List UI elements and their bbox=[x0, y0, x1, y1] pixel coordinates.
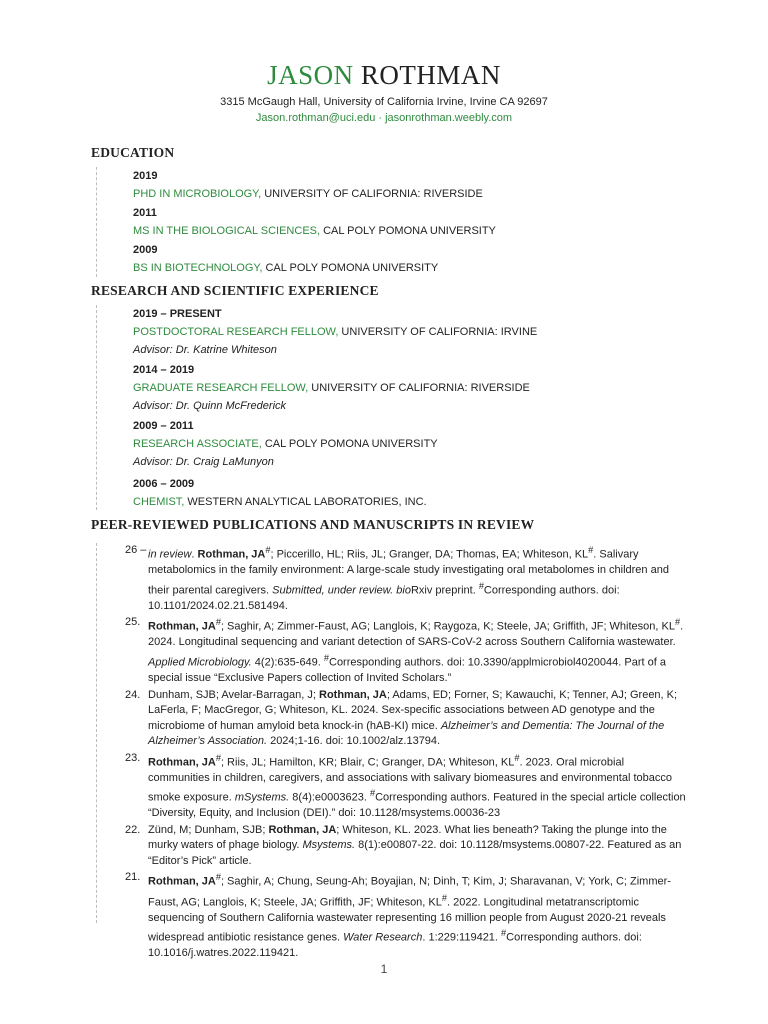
degree-title: PHD IN MICROBIOLOGY, bbox=[133, 188, 262, 200]
section-title-publications: PEER-REVIEWED PUBLICATIONS AND MANUSCRIPTS IN REVIEW bbox=[91, 517, 535, 532]
degree-title: BS IN BIOTECHNOLOGY, bbox=[133, 262, 263, 274]
pub-author-highlight: Rothman, JA bbox=[148, 620, 216, 633]
pub-number: 23. bbox=[125, 751, 141, 764]
institution: UNIVERSITY OF CALIFORNIA: RIVERSIDE bbox=[261, 188, 483, 200]
pub-journal: Water Research bbox=[343, 931, 423, 944]
entry-date: 2011 bbox=[133, 207, 157, 219]
page-number: 1 bbox=[380, 962, 388, 976]
pub-journal: mSystems. bbox=[234, 791, 290, 804]
pub-author-highlight: Rothman, JA bbox=[197, 548, 266, 561]
institution: UNIVERSITY OF CALIFORNIA: IRVINE bbox=[338, 326, 538, 338]
pub-number: 25. bbox=[125, 616, 141, 629]
pub-number: 21. bbox=[125, 871, 141, 884]
entry-role bbox=[133, 493, 537, 511]
advisor: Advisor: Dr. Quinn McFrederick bbox=[133, 400, 287, 412]
publication-item: 23. Rothman, JA#; Riis, JL; Hamilton, KR; Blair, C; Granger, DA; Whiteson, KL#. 2023. Oral microbial communities in children, caregivers, and associations with salivary biomeasures and environmental tobacco smoke exposure. mSystems. 8(4):e0003623. #Corresponding authors. Featured in the special article collection “Diversity, Equity, and Inclusion (DEI).” doi: 10.1128/msystems.00036-23 bbox=[125, 751, 686, 820]
publication-item: 21. Rothman, JA#; Saghir, A; Chung, Seung-Ah; Boyajian, N; Dinh, T; Kim, J; Sharavanan, V; York, C; Zimmer-Faust, AG; Langlois, K; Steele, JA; Griffith, JF; Whiteson, KL#. 2022. Longitudinal metatranscriptomic sequencing of Southern California wastewater representing 16 million people from August 2020-21 reveals widespread antibiotic resistance genes. Water Research. 1:229:119421. #Corresponding authors. doi: 10.1016/j.watres.2022.119421. bbox=[125, 871, 671, 960]
pub-author-highlight: Rothman, JA bbox=[319, 688, 387, 701]
publication-item: 25. Rothman, JA#; Saghir, A; Zimmer-Faust, AG; Langlois, K; Raygoza, K; Steele, JA; Griffith, JF; Whiteson, KL#. 2024. Longitudinal sequencing and variant detection of SARS-CoV-2 across Southern California wastewater. Applied Microbiology. 4(2):635-649. #Corresponding authors. doi: 10.3390/applmicrobiol4020044. Part of a special issue “Exclusive Papers collection of Invited Scholars.” bbox=[125, 616, 684, 685]
research-entry bbox=[97, 305, 537, 359]
entry-date: 2019 – PRESENT bbox=[133, 308, 222, 320]
entry-role bbox=[133, 323, 537, 341]
cv-header bbox=[0, 58, 768, 126]
section-title-research: RESEARCH AND SCIENTIFIC EXPERIENCE bbox=[91, 283, 379, 298]
institution: CAL POLY POMONA UNIVERSITY bbox=[261, 438, 438, 450]
publication-item: 24. Dunham, SJB; Avelar-Barragan, J; Rothman, JA; Adams, ED; Forner, S; Kawauchi, K; Tenner, AJ; Green, K; LaFerla, F; MacGregor, G; Whiteson, KL. 2024. Sex-specific associations between AD genotype and the microbiome of human amyloid beta knock-in (hAB-KI) mice. Alzheimer’s and Dementia: The Journal of the Alzheimer’s Association. 2024;1-16. doi: 10.1002/alz.13794. bbox=[125, 688, 678, 748]
education-entry bbox=[97, 167, 496, 203]
entry-role bbox=[133, 379, 537, 397]
pub-status: in review bbox=[148, 548, 192, 561]
pub-journal: Alzheimer’s and Dementia: The Journal of the Alzheimer’s Association. bbox=[148, 719, 665, 748]
first-name: JASON bbox=[267, 60, 354, 90]
entry-date: 2009 bbox=[133, 244, 158, 256]
entry-degree bbox=[133, 222, 496, 240]
pub-author-highlight: Rothman, JA bbox=[148, 756, 216, 769]
entry-date: 2019 bbox=[133, 170, 158, 182]
role-title: POSTDOCTORAL RESEARCH FELLOW, bbox=[133, 326, 339, 338]
entry-degree bbox=[133, 259, 496, 277]
address: 3315 McGaugh Hall, University of California Irvine, Irvine CA 92697 bbox=[220, 96, 548, 108]
role-title: CHEMIST, bbox=[133, 496, 185, 508]
publications-list bbox=[96, 543, 687, 960]
pub-number: 26 – bbox=[125, 544, 147, 556]
education-entry bbox=[97, 204, 496, 240]
publication-item: 26 – in review. Rothman, JA#; Piccerillo, HL; Riis, JL; Granger, DA; Thomas, EA; Whiteson, KL#. Salivary metabolomics in the family environment: A large-scale study investigating oral metabolomes in children and their parental caregivers. Submitted, under review. bioRxiv preprint. #Corresponding authors. doi: 10.1101/2024.02.21.581494. bbox=[125, 544, 669, 612]
candidate-name bbox=[0, 58, 768, 92]
entry-date: 2006 – 2009 bbox=[133, 478, 195, 490]
advisor: Advisor: Dr. Craig LaMunyon bbox=[133, 456, 274, 468]
pub-number: 22. bbox=[125, 823, 141, 836]
last-name: ROTHMAN bbox=[360, 60, 501, 90]
institution: UNIVERSITY OF CALIFORNIA: RIVERSIDE bbox=[308, 382, 530, 394]
institution: CAL POLY POMONA UNIVERSITY bbox=[262, 262, 439, 274]
pub-journal: Applied Microbiology. bbox=[148, 656, 252, 669]
education-entry bbox=[97, 241, 496, 277]
research-entry bbox=[97, 475, 537, 511]
entry-role bbox=[133, 435, 537, 453]
section-title-education: EDUCATION bbox=[91, 145, 175, 160]
institution: CAL POLY POMONA UNIVERSITY bbox=[320, 225, 496, 237]
publication-item: 22. Zünd, M; Dunham, SJB; Rothman, JA; Whiteson, KL. 2023. What lies beneath? Taking the plunge into the murky waters of phage biology. Msystems. 8(1):e00807-22. doi: 10.1128/msystems.00807-22. Featured as an “Editor’s Pick” article. bbox=[125, 823, 682, 867]
education-timeline bbox=[96, 167, 496, 277]
research-entry bbox=[97, 361, 537, 415]
advisor: Advisor: Dr. Katrine Whiteson bbox=[133, 344, 277, 356]
institution: WESTERN ANALYTICAL LABORATORIES, INC. bbox=[184, 496, 427, 508]
pub-number: 24. bbox=[125, 688, 141, 701]
contact-info[interactable]: Jason.rothman@uci.edu · jasonrothman.weebly.com bbox=[255, 112, 513, 124]
role-title: RESEARCH ASSOCIATE, bbox=[133, 438, 262, 450]
pub-author-highlight: Rothman, JA bbox=[268, 823, 337, 836]
pub-journal: Submitted, under review. bbox=[272, 584, 394, 597]
research-timeline bbox=[96, 305, 537, 510]
entry-date: 2009 – 2011 bbox=[133, 420, 194, 432]
pub-journal: Msystems. bbox=[302, 839, 356, 852]
degree-title: MS IN THE BIOLOGICAL SCIENCES, bbox=[133, 225, 321, 237]
role-title: GRADUATE RESEARCH FELLOW, bbox=[133, 382, 309, 394]
research-entry bbox=[97, 417, 537, 471]
entry-date: 2014 – 2019 bbox=[133, 364, 195, 376]
pub-author-highlight: Rothman, JA bbox=[148, 876, 216, 889]
entry-degree bbox=[133, 185, 496, 203]
